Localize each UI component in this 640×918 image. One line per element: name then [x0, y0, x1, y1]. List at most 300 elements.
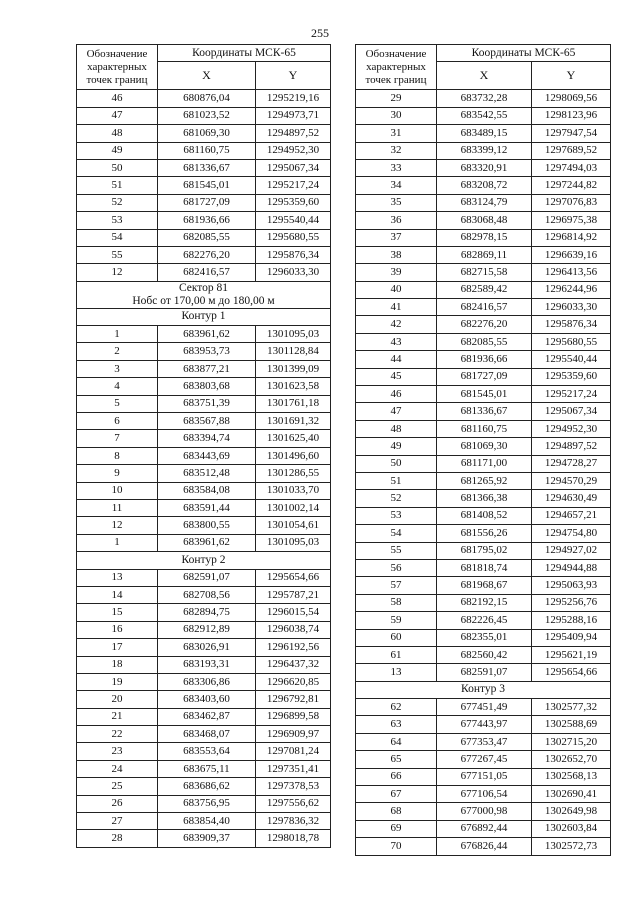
y-coordinate: 1296814,92 [532, 229, 611, 246]
x-coordinate: 683909,37 [158, 830, 256, 847]
x-coordinate: 683961,62 [158, 534, 256, 551]
point-number: 54 [356, 525, 437, 542]
y-coordinate: 1301761,18 [256, 395, 331, 412]
point-number: 1 [77, 534, 158, 551]
point-number: 68 [356, 803, 437, 820]
point-number: 16 [77, 621, 158, 638]
table-row [356, 438, 611, 455]
x-coordinate: 677451,49 [437, 699, 532, 716]
table-row [77, 621, 331, 638]
y-coordinate: 1296033,30 [256, 264, 331, 281]
x-coordinate: 682085,55 [437, 333, 532, 350]
y-coordinate: 1302652,70 [532, 751, 611, 768]
y-coordinate: 1297947,54 [532, 125, 611, 142]
point-number: 47 [77, 107, 158, 124]
column-header-point-label: Обозначение характерных точек границ [356, 45, 437, 90]
x-coordinate: 681727,09 [158, 194, 256, 211]
y-coordinate: 1301002,14 [256, 499, 331, 516]
table-row [356, 159, 611, 176]
table-row [77, 517, 331, 534]
y-coordinate: 1301399,09 [256, 360, 331, 377]
y-coordinate: 1297076,83 [532, 194, 611, 211]
x-coordinate: 681408,52 [437, 507, 532, 524]
table-row [356, 351, 611, 368]
y-coordinate: 1296244,96 [532, 281, 611, 298]
x-coordinate: 682276,20 [437, 316, 532, 333]
y-coordinate: 1301691,32 [256, 413, 331, 430]
point-number: 14 [77, 586, 158, 603]
y-coordinate: 1295680,55 [256, 229, 331, 246]
x-coordinate: 683068,48 [437, 212, 532, 229]
table-row [77, 673, 331, 690]
y-coordinate: 1301054,61 [256, 517, 331, 534]
table-row [77, 395, 331, 412]
column-header-coordinates: Координаты МСК-65 [437, 45, 611, 62]
point-number: 48 [356, 420, 437, 437]
point-number: 12 [77, 517, 158, 534]
point-number: 49 [77, 142, 158, 159]
y-coordinate: 1295540,44 [532, 351, 611, 368]
point-number: 53 [77, 212, 158, 229]
table-row [77, 604, 331, 621]
point-number: 32 [356, 142, 437, 159]
table-row [77, 569, 331, 586]
x-coordinate: 683591,44 [158, 499, 256, 516]
table-row [77, 430, 331, 447]
y-coordinate: 1297378,53 [256, 778, 331, 795]
x-coordinate: 677353,47 [437, 733, 532, 750]
x-coordinate: 682912,89 [158, 621, 256, 638]
x-coordinate: 683403,60 [158, 691, 256, 708]
point-number: 54 [77, 229, 158, 246]
table-row [356, 229, 611, 246]
column-header-x: X [437, 62, 532, 90]
table-row [356, 577, 611, 594]
y-coordinate: 1295359,60 [256, 194, 331, 211]
table-row [356, 751, 611, 768]
y-coordinate: 1295217,24 [256, 177, 331, 194]
x-coordinate: 682276,20 [158, 246, 256, 263]
table-row [356, 699, 611, 716]
table-row [77, 639, 331, 656]
table-row [77, 778, 331, 795]
table-row [356, 472, 611, 489]
x-coordinate: 683756,95 [158, 795, 256, 812]
coordinates-table-right [355, 44, 611, 856]
point-number: 35 [356, 194, 437, 211]
point-number: 53 [356, 507, 437, 524]
table-row [356, 542, 611, 559]
x-coordinate: 682416,57 [158, 264, 256, 281]
y-coordinate: 1296909,97 [256, 726, 331, 743]
column-header-x: X [158, 62, 256, 90]
table-row [356, 838, 611, 855]
x-coordinate: 677443,97 [437, 716, 532, 733]
x-coordinate: 681727,09 [437, 368, 532, 385]
section-heading-row [77, 552, 331, 569]
point-number: 6 [77, 413, 158, 430]
point-number: 66 [356, 768, 437, 785]
point-number: 51 [77, 177, 158, 194]
x-coordinate: 683489,15 [437, 125, 532, 142]
point-number: 52 [356, 490, 437, 507]
point-number: 13 [77, 569, 158, 586]
x-coordinate: 682591,07 [437, 664, 532, 681]
point-number: 23 [77, 743, 158, 760]
y-coordinate: 1297836,32 [256, 813, 331, 830]
table-row [356, 559, 611, 576]
y-coordinate: 1298069,56 [532, 90, 611, 107]
x-coordinate: 682560,42 [437, 646, 532, 663]
y-coordinate: 1294944,88 [532, 559, 611, 576]
y-coordinate: 1302588,69 [532, 716, 611, 733]
y-coordinate: 1296413,56 [532, 264, 611, 281]
y-coordinate: 1301623,58 [256, 378, 331, 395]
x-coordinate: 683542,55 [437, 107, 532, 124]
y-coordinate: 1298123,96 [532, 107, 611, 124]
y-coordinate: 1294897,52 [256, 125, 331, 142]
x-coordinate: 681545,01 [158, 177, 256, 194]
x-coordinate: 681023,52 [158, 107, 256, 124]
table-row [356, 212, 611, 229]
table-row [356, 264, 611, 281]
table-row [77, 142, 331, 159]
x-coordinate: 681069,30 [437, 438, 532, 455]
point-number: 7 [77, 430, 158, 447]
point-number: 42 [356, 316, 437, 333]
x-coordinate: 683462,87 [158, 708, 256, 725]
y-coordinate: 1301496,60 [256, 447, 331, 464]
x-coordinate: 681336,67 [437, 403, 532, 420]
y-coordinate: 1294952,30 [532, 420, 611, 437]
point-number: 41 [356, 299, 437, 316]
table-row [356, 820, 611, 837]
y-coordinate: 1296437,32 [256, 656, 331, 673]
point-number: 3 [77, 360, 158, 377]
table-row [356, 299, 611, 316]
point-number: 9 [77, 465, 158, 482]
table-row [356, 803, 611, 820]
y-coordinate: 1296015,54 [256, 604, 331, 621]
x-coordinate: 683732,28 [437, 90, 532, 107]
y-coordinate: 1295540,44 [256, 212, 331, 229]
point-number: 63 [356, 716, 437, 733]
section-heading: Контур 2 [77, 552, 331, 569]
x-coordinate: 683584,08 [158, 482, 256, 499]
point-number: 61 [356, 646, 437, 663]
point-number: 52 [77, 194, 158, 211]
y-coordinate: 1294728,27 [532, 455, 611, 472]
section-heading-row [356, 681, 611, 698]
point-number: 47 [356, 403, 437, 420]
table-row [77, 760, 331, 777]
point-number: 39 [356, 264, 437, 281]
table-row [77, 194, 331, 211]
x-coordinate: 683443,69 [158, 447, 256, 464]
x-coordinate: 682192,15 [437, 594, 532, 611]
y-coordinate: 1296033,30 [532, 299, 611, 316]
x-coordinate: 677106,54 [437, 786, 532, 803]
table-row [356, 455, 611, 472]
column-header-y: Y [532, 62, 611, 90]
point-number: 50 [77, 159, 158, 176]
point-number: 33 [356, 159, 437, 176]
x-coordinate: 683686,62 [158, 778, 256, 795]
point-number: 62 [356, 699, 437, 716]
point-number: 49 [356, 438, 437, 455]
y-coordinate: 1295067,34 [532, 403, 611, 420]
y-coordinate: 1296899,58 [256, 708, 331, 725]
point-number: 31 [356, 125, 437, 142]
y-coordinate: 1296792,81 [256, 691, 331, 708]
x-coordinate: 681160,75 [437, 420, 532, 437]
x-coordinate: 681171,00 [437, 455, 532, 472]
point-number: 55 [77, 246, 158, 263]
point-number: 46 [77, 90, 158, 107]
y-coordinate: 1301625,40 [256, 430, 331, 447]
point-number: 25 [77, 778, 158, 795]
x-coordinate: 682416,57 [437, 299, 532, 316]
y-coordinate: 1301095,03 [256, 534, 331, 551]
table-row [356, 90, 611, 107]
point-number: 30 [356, 107, 437, 124]
x-coordinate: 681265,92 [437, 472, 532, 489]
y-coordinate: 1302690,41 [532, 786, 611, 803]
table-row [356, 594, 611, 611]
table-row [356, 420, 611, 437]
x-coordinate: 682708,56 [158, 586, 256, 603]
y-coordinate: 1297494,03 [532, 159, 611, 176]
x-coordinate: 681795,02 [437, 542, 532, 559]
y-coordinate: 1297244,82 [532, 177, 611, 194]
table-row [77, 107, 331, 124]
y-coordinate: 1297081,24 [256, 743, 331, 760]
point-number: 10 [77, 482, 158, 499]
table-row [356, 333, 611, 350]
point-number: 38 [356, 246, 437, 263]
x-coordinate: 683512,48 [158, 465, 256, 482]
point-number: 37 [356, 229, 437, 246]
coordinates-table-left [76, 44, 331, 848]
x-coordinate: 677267,45 [437, 751, 532, 768]
y-coordinate: 1295621,19 [532, 646, 611, 663]
section-heading: Контур 1 [77, 308, 331, 325]
point-number: 69 [356, 820, 437, 837]
table-row [356, 507, 611, 524]
y-coordinate: 1295680,55 [532, 333, 611, 350]
x-coordinate: 682869,11 [437, 246, 532, 263]
y-coordinate: 1295217,24 [532, 386, 611, 403]
x-coordinate: 677151,05 [437, 768, 532, 785]
column-header-coordinates: Координаты МСК-65 [158, 45, 331, 62]
page-number: 255 [311, 26, 329, 40]
point-number: 26 [77, 795, 158, 812]
y-coordinate: 1294570,29 [532, 472, 611, 489]
x-coordinate: 683320,91 [437, 159, 532, 176]
point-number: 18 [77, 656, 158, 673]
x-coordinate: 683961,62 [158, 326, 256, 343]
point-number: 55 [356, 542, 437, 559]
table-row [77, 326, 331, 343]
x-coordinate: 683208,72 [437, 177, 532, 194]
x-coordinate: 683751,39 [158, 395, 256, 412]
x-coordinate: 682978,15 [437, 229, 532, 246]
x-coordinate: 682715,58 [437, 264, 532, 281]
table-row [77, 229, 331, 246]
table-row [356, 246, 611, 263]
x-coordinate: 681556,26 [437, 525, 532, 542]
x-coordinate: 683193,31 [158, 656, 256, 673]
table-row [356, 194, 611, 211]
point-number: 59 [356, 612, 437, 629]
x-coordinate: 683567,88 [158, 413, 256, 430]
y-coordinate: 1294657,21 [532, 507, 611, 524]
point-number: 12 [77, 264, 158, 281]
y-coordinate: 1301286,55 [256, 465, 331, 482]
point-number: 65 [356, 751, 437, 768]
point-number: 4 [77, 378, 158, 395]
point-number: 19 [77, 673, 158, 690]
section-heading: Контур 3 [356, 681, 611, 698]
point-number: 17 [77, 639, 158, 656]
y-coordinate: 1296192,56 [256, 639, 331, 656]
point-number: 40 [356, 281, 437, 298]
x-coordinate: 682355,01 [437, 629, 532, 646]
x-coordinate: 683953,73 [158, 343, 256, 360]
point-number: 57 [356, 577, 437, 594]
section-heading: Сектор 81 Нобс от 170,00 м до 180,00 м [77, 281, 331, 308]
y-coordinate: 1301033,70 [256, 482, 331, 499]
x-coordinate: 682226,45 [437, 612, 532, 629]
table-row [77, 378, 331, 395]
point-number: 21 [77, 708, 158, 725]
y-coordinate: 1294927,02 [532, 542, 611, 559]
y-coordinate: 1295067,34 [256, 159, 331, 176]
y-coordinate: 1295409,94 [532, 629, 611, 646]
x-coordinate: 682085,55 [158, 229, 256, 246]
x-coordinate: 677000,98 [437, 803, 532, 820]
y-coordinate: 1295256,76 [532, 594, 611, 611]
point-number: 60 [356, 629, 437, 646]
table-row [77, 482, 331, 499]
point-number: 29 [356, 90, 437, 107]
table-row [356, 142, 611, 159]
table-row [356, 525, 611, 542]
table-row [77, 795, 331, 812]
table-row [356, 612, 611, 629]
column-header-point-label: Обозначение характерных точек границ [77, 45, 158, 90]
x-coordinate: 681968,67 [437, 577, 532, 594]
table-row [77, 499, 331, 516]
x-coordinate: 681069,30 [158, 125, 256, 142]
table-row [356, 368, 611, 385]
table-row [77, 159, 331, 176]
y-coordinate: 1295063,93 [532, 577, 611, 594]
table-row [77, 413, 331, 430]
x-coordinate: 676892,44 [437, 820, 532, 837]
x-coordinate: 681366,38 [437, 490, 532, 507]
y-coordinate: 1295288,16 [532, 612, 611, 629]
point-number: 1 [77, 326, 158, 343]
table-row [77, 534, 331, 551]
x-coordinate: 681818,74 [437, 559, 532, 576]
x-coordinate: 683399,12 [437, 142, 532, 159]
x-coordinate: 681936,66 [158, 212, 256, 229]
x-coordinate: 683877,21 [158, 360, 256, 377]
y-coordinate: 1294630,49 [532, 490, 611, 507]
table-row [356, 716, 611, 733]
table-row [356, 490, 611, 507]
y-coordinate: 1297689,52 [532, 142, 611, 159]
x-coordinate: 682894,75 [158, 604, 256, 621]
y-coordinate: 1295359,60 [532, 368, 611, 385]
point-number: 20 [77, 691, 158, 708]
point-number: 50 [356, 455, 437, 472]
point-number: 2 [77, 343, 158, 360]
y-coordinate: 1301128,84 [256, 343, 331, 360]
table-row [77, 125, 331, 142]
y-coordinate: 1295219,16 [256, 90, 331, 107]
table-row [77, 447, 331, 464]
x-coordinate: 681545,01 [437, 386, 532, 403]
point-number: 28 [77, 830, 158, 847]
x-coordinate: 683394,74 [158, 430, 256, 447]
x-coordinate: 681336,67 [158, 159, 256, 176]
x-coordinate: 681160,75 [158, 142, 256, 159]
y-coordinate: 1295876,34 [256, 246, 331, 263]
table-row [77, 343, 331, 360]
point-number: 22 [77, 726, 158, 743]
table-row [356, 107, 611, 124]
table-row [77, 708, 331, 725]
x-coordinate: 682591,07 [158, 569, 256, 586]
table-row [77, 830, 331, 847]
y-coordinate: 1296639,16 [532, 246, 611, 263]
x-coordinate: 683553,64 [158, 743, 256, 760]
table-row [356, 403, 611, 420]
section-heading-row [77, 281, 331, 308]
column-header-y: Y [256, 62, 331, 90]
y-coordinate: 1297556,62 [256, 795, 331, 812]
point-number: 27 [77, 813, 158, 830]
table-row [356, 786, 611, 803]
table-body-right [356, 90, 611, 855]
table-row [356, 629, 611, 646]
table-row [77, 264, 331, 281]
table-row [77, 177, 331, 194]
x-coordinate: 683675,11 [158, 760, 256, 777]
y-coordinate: 1302572,73 [532, 838, 611, 855]
point-number: 56 [356, 559, 437, 576]
point-number: 51 [356, 472, 437, 489]
table-row [77, 813, 331, 830]
x-coordinate: 680876,04 [158, 90, 256, 107]
section-heading-row [77, 308, 331, 325]
table-row [77, 656, 331, 673]
y-coordinate: 1302568,13 [532, 768, 611, 785]
y-coordinate: 1295876,34 [532, 316, 611, 333]
x-coordinate: 682589,42 [437, 281, 532, 298]
y-coordinate: 1302603,84 [532, 820, 611, 837]
table-row [356, 281, 611, 298]
y-coordinate: 1295654,66 [256, 569, 331, 586]
point-number: 48 [77, 125, 158, 142]
table-row [356, 177, 611, 194]
table-row [77, 586, 331, 603]
point-number: 64 [356, 733, 437, 750]
table-row [77, 691, 331, 708]
x-coordinate: 683803,68 [158, 378, 256, 395]
